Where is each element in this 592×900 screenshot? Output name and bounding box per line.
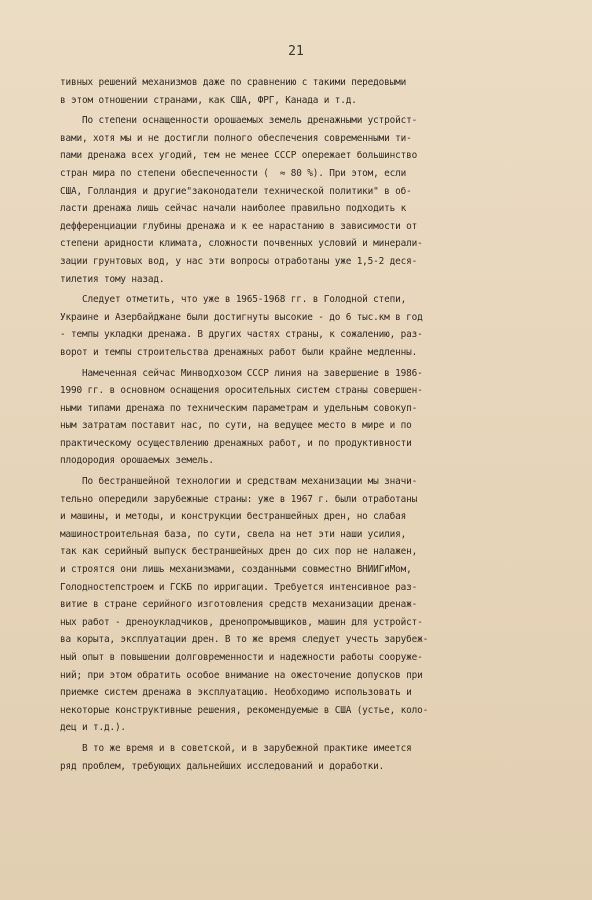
text-line: практическому осуществлению дренажных работ, и по продуктивности	[60, 437, 412, 449]
text-line: ных работ - дреноукладчиков, дренопромывщиков, машин для устройст-	[60, 616, 423, 628]
paragraph	[60, 740, 504, 775]
text-line: ным затратам поставит нас, по сути, на ведущее место в мире и по	[60, 420, 412, 432]
text-line: тивных решений механизмов даже по сравнению с такими передовыми	[60, 77, 407, 88]
paragraph	[60, 112, 504, 288]
body-text	[60, 74, 504, 775]
text-line: ва корыта, эксплуатации дрен. В то же время следует учесть зарубеж-	[60, 634, 429, 646]
page-number: 21	[288, 44, 304, 59]
text-line: В то же время и в советской, и в зарубежной практике имеется	[60, 742, 412, 754]
paragraph	[60, 473, 504, 737]
text-line: некоторые конструктивные решения, рекомендуемые в США (устье, коло-	[60, 704, 429, 716]
text-line: ворот и темпы строительства дренажных работ были крайне медленны.	[60, 346, 418, 358]
text-line: ласти дренажа лишь сейчас начали наиболее правильно подходить к	[60, 203, 407, 215]
text-line: ными типами дренажа по техническим параметрам и удельным совокуп-	[60, 402, 418, 414]
text-line: и строятся они лишь механизмами, созданными совместно ВНИИГиМом,	[60, 564, 412, 576]
text-line: пами дренажа всех угодий, тем не менее СССР опережает большинство	[60, 150, 418, 162]
text-line: приемке систем дренажа в эксплуатацию. Необходимо использовать и	[60, 687, 412, 699]
text-line: машиностроительная база, по сути, свела на нет эти наши усилия,	[60, 528, 407, 540]
text-line: плодородия орошаемых земель.	[60, 455, 214, 467]
text-line: Следует отметить, что уже в 1965-1968 гг. в Голодной степи,	[60, 294, 407, 306]
text-line: зации грунтовых вод, у нас эти вопросы отработаны уже 1,5-2 деся-	[60, 255, 418, 267]
text-line: Намеченная сейчас Минводхозом СССР линия на завершение в 1986-	[60, 367, 423, 379]
text-line: Украине и Азербайджане были достигнуты высокие - до 6 тыс.км в год	[60, 311, 423, 323]
text-line: ний; при этом обратить особое внимание на ожесточение допусков при	[60, 669, 423, 681]
text-line: вами, хотя мы и не достигли полного обеспечения современными ти-	[60, 132, 412, 144]
text-line: дец и т.д.).	[60, 722, 126, 734]
text-line: дефференциации глубины дренажа и к ее нарастанию в зависимости от	[60, 220, 418, 232]
paragraph	[60, 291, 504, 361]
text-line: Голодностепстроем и ГСКБ по ирригации. Требуется интенсивное раз-	[60, 581, 418, 593]
text-line: тельно опередили зарубежные страны: уже в 1967 г. были отработаны	[60, 493, 418, 505]
text-line: ряд проблем, требующих дальнейших исследований и доработки.	[60, 760, 385, 772]
text-line: - темпы укладки дренажа. В других частях страны, к сожалению, раз-	[60, 329, 423, 341]
text-line: США, Голландия и другие"законодатели технической политики" в об-	[60, 185, 412, 197]
text-line: степени аридности климата, сложности почвенных условий и минерали-	[60, 238, 423, 250]
paragraph	[60, 74, 504, 109]
text-line: стран мира по степени обеспеченности ( ≈ 80 %). При этом, если	[60, 167, 407, 179]
text-line: 1990 гг. в основном оснащения оросительных систем страны совершен-	[60, 385, 423, 397]
text-line: и машины, и методы, и конструкции бестраншейных дрен, но слабая	[60, 511, 407, 523]
text-line: ный опыт в повышении долговременности и надежности работы сооруже-	[60, 652, 423, 663]
text-line: в этом отношении странами, как США, ФРГ, Канада и т.д.	[60, 94, 357, 106]
text-line: тилетия тому назад.	[60, 273, 165, 285]
text-line: По степени оснащенности орошаемых земель дренажными устройст-	[60, 115, 418, 127]
text-line: По бестраншейной технологии и средствам механизации мы значи-	[60, 476, 418, 488]
text-line: так как серийный выпуск бестраншейных дрен до сих пор не налажен,	[60, 546, 418, 558]
text-line: витие в стране серийного изготовления средств механизации дренаж-	[60, 599, 418, 611]
paragraph	[60, 365, 504, 471]
